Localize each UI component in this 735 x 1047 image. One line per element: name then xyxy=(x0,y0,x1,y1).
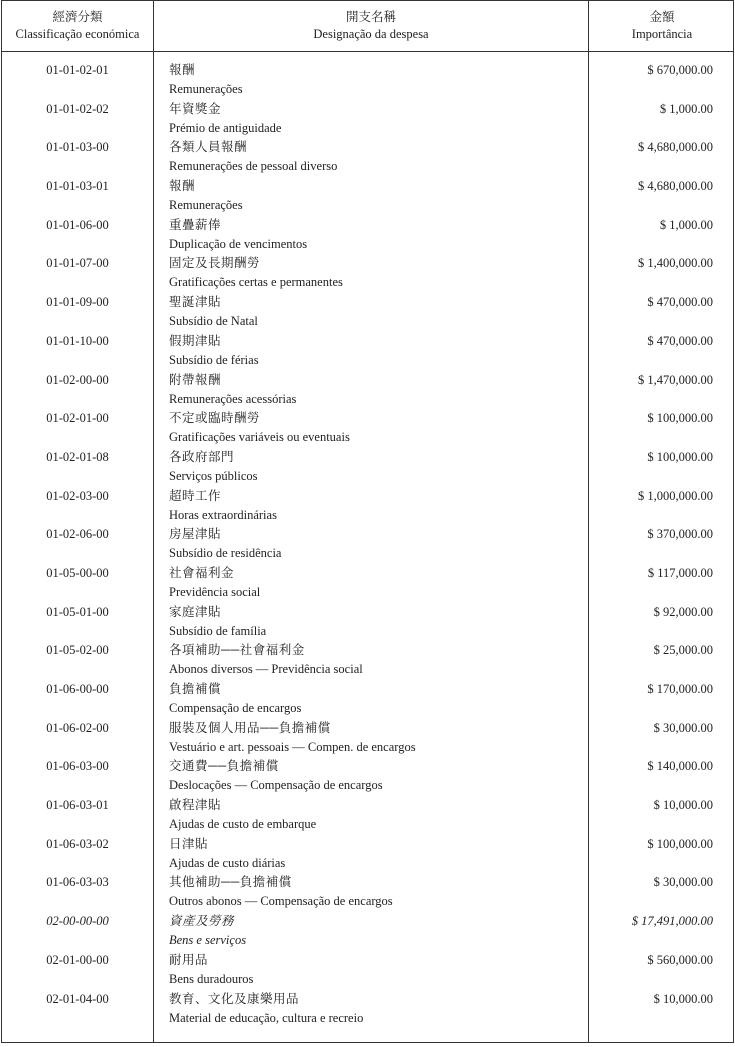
designation-pt: Abonos diversos — Previdência social xyxy=(169,662,363,677)
designation-zh: 固定及長期酬勞 xyxy=(169,256,261,271)
designation-zh: 報酬 xyxy=(169,179,196,194)
amount: $ 30,000.00 xyxy=(653,720,713,735)
header-classification xyxy=(2,9,153,43)
table-row xyxy=(2,755,733,794)
designation-zh: 交通費──負擔補償 xyxy=(169,759,279,774)
table-row xyxy=(2,98,733,137)
designation-pt: Remunerações acessórias xyxy=(169,391,297,406)
header-amount xyxy=(589,9,735,43)
classification-code: 01-05-00-00 xyxy=(46,565,109,580)
designation-pt: Horas extraordinárias xyxy=(169,507,277,522)
designation-pt: Subsídio de família xyxy=(169,623,267,638)
designation-pt: Remunerações de pessoal diverso xyxy=(169,159,338,174)
header-classification-zh: 經濟分類 xyxy=(52,10,103,24)
amount: $ 560,000.00 xyxy=(647,952,713,967)
designation-zh: 啟程津貼 xyxy=(169,798,222,813)
designation-pt: Material de educação, cultura e recreio xyxy=(169,1010,364,1025)
designation-pt: Compensação de encargos xyxy=(169,701,302,715)
amount: $ 170,000.00 xyxy=(647,682,713,696)
designation-pt: Bens e serviços xyxy=(169,933,247,948)
designation-pt: Bens duradouros xyxy=(169,971,254,986)
table-row xyxy=(2,717,733,756)
designation-pt: Subsídio de residência xyxy=(169,546,282,561)
designation-pt: Previdência social xyxy=(169,584,261,599)
designation-zh: 年資獎金 xyxy=(169,101,222,116)
table-row xyxy=(2,523,733,562)
designation-zh: 報酬 xyxy=(169,63,196,77)
amount: $ 10,000.00 xyxy=(653,798,713,813)
amount: $ 370,000.00 xyxy=(647,527,713,542)
amount: $ 100,000.00 xyxy=(647,411,713,426)
classification-code: 01-02-01-08 xyxy=(46,449,109,464)
table-row xyxy=(2,871,733,910)
amount: $ 670,000.00 xyxy=(647,63,713,77)
designation-pt: Prémio de antiguidade xyxy=(169,120,282,135)
classification-code: 01-06-03-02 xyxy=(46,836,109,851)
classification-code: 01-06-02-00 xyxy=(46,720,109,735)
designation-pt: Outros abonos — Compensação de encargos xyxy=(169,894,393,909)
amount: $ 1,470,000.00 xyxy=(638,372,713,387)
classification-code: 01-01-02-02 xyxy=(46,101,109,116)
classification-code: 01-01-10-00 xyxy=(46,333,109,348)
amount: $ 140,000.00 xyxy=(647,759,713,774)
classification-code: 01-01-06-00 xyxy=(46,217,109,232)
designation-pt: Deslocações — Compensação de encargos xyxy=(169,778,383,793)
classification-code: 01-01-03-00 xyxy=(46,140,109,155)
designation-zh: 房屋津貼 xyxy=(169,527,222,542)
amount: $ 100,000.00 xyxy=(647,836,713,851)
designation-zh: 家庭津貼 xyxy=(169,604,222,619)
amount: $ 1,000.00 xyxy=(659,101,713,116)
designation-pt: Subsídio de férias xyxy=(169,352,259,367)
table-row xyxy=(2,446,733,485)
designation-zh: 各類人員報酬 xyxy=(169,140,248,155)
classification-code: 02-00-00-00 xyxy=(46,914,109,929)
table-row xyxy=(2,485,733,524)
designation-zh: 附帶報酬 xyxy=(169,372,222,387)
designation-pt: Serviços públicos xyxy=(169,468,258,483)
amount: $ 470,000.00 xyxy=(647,295,713,310)
designation-zh: 負擔補償 xyxy=(169,682,222,696)
designation-pt: Vestuário e art. pessoais — Compen. de encargos xyxy=(169,739,416,754)
classification-code: 01-02-01-00 xyxy=(46,411,109,426)
designation-pt: Gratificações certas e permanentes xyxy=(169,275,343,290)
amount: $ 117,000.00 xyxy=(647,565,713,580)
header-divider xyxy=(2,51,733,52)
amount: $ 100,000.00 xyxy=(647,449,713,464)
classification-code: 01-06-03-00 xyxy=(46,759,109,774)
classification-code: 01-02-03-00 xyxy=(46,488,109,503)
amount: $ 4,680,000.00 xyxy=(638,179,713,194)
classification-code: 01-06-03-01 xyxy=(46,798,109,813)
table-body xyxy=(2,59,733,1026)
designation-zh: 耐用品 xyxy=(169,952,209,967)
amount: $ 25,000.00 xyxy=(653,643,713,658)
designation-pt: Remunerações xyxy=(169,198,243,213)
classification-code: 02-01-00-00 xyxy=(46,952,109,967)
table-row xyxy=(2,833,733,872)
designation-zh: 教育、文化及康樂用品 xyxy=(169,991,300,1006)
designation-pt: Ajudas de custo diárias xyxy=(169,855,286,870)
table-row xyxy=(2,369,733,408)
table-row xyxy=(2,794,733,833)
budget-table xyxy=(1,0,734,1043)
table-row xyxy=(2,678,733,717)
table-row xyxy=(2,291,733,330)
amount: $ 30,000.00 xyxy=(653,875,713,890)
table-row xyxy=(2,910,733,949)
header-designation-pt: Designação da despesa xyxy=(313,27,429,41)
classification-code: 01-01-09-00 xyxy=(46,295,109,310)
classification-code: 01-01-02-01 xyxy=(46,63,109,77)
table-row xyxy=(2,175,733,214)
designation-zh: 資產及勞務 xyxy=(169,914,235,929)
table-row xyxy=(2,330,733,369)
classification-code: 01-05-01-00 xyxy=(46,604,109,619)
designation-zh: 不定或臨時酬勞 xyxy=(169,411,261,426)
designation-zh: 假期津貼 xyxy=(169,333,222,348)
amount: $ 1,400,000.00 xyxy=(638,256,713,271)
designation-zh: 聖誕津貼 xyxy=(169,295,222,310)
table-row xyxy=(2,136,733,175)
designation-zh: 服裝及個人用品──負擔補償 xyxy=(169,720,331,735)
designation-pt: Ajudas de custo de embarque xyxy=(169,817,317,832)
amount: $ 4,680,000.00 xyxy=(638,140,713,155)
amount: $ 1,000.00 xyxy=(659,217,713,232)
designation-pt: Subsídio de Natal xyxy=(169,314,258,329)
header-designation-zh: 開支名稱 xyxy=(345,10,396,24)
table-row xyxy=(2,562,733,601)
table-row xyxy=(2,988,733,1027)
table-row xyxy=(2,407,733,446)
classification-code: 01-02-00-00 xyxy=(46,372,109,387)
amount: $ 17,491,000.00 xyxy=(631,914,713,929)
table-row xyxy=(2,601,733,640)
designation-pt: Remunerações xyxy=(169,82,243,96)
classification-code: 01-06-00-00 xyxy=(46,682,109,696)
designation-zh: 各項補助──社會福利金 xyxy=(169,643,305,658)
amount: $ 1,000,000.00 xyxy=(638,488,713,503)
header-classification-pt: Classificação económica xyxy=(15,27,140,41)
amount: $ 470,000.00 xyxy=(647,333,713,348)
table-row xyxy=(2,639,733,678)
designation-zh: 超時工作 xyxy=(169,488,222,503)
header-amount-zh: 金額 xyxy=(649,10,675,24)
classification-code: 01-01-03-01 xyxy=(46,179,109,194)
designation-zh: 日津貼 xyxy=(169,836,209,851)
designation-zh: 社會福利金 xyxy=(169,565,235,580)
designation-zh: 其他補助──負擔補償 xyxy=(169,875,292,890)
table-row xyxy=(2,949,733,988)
table-row xyxy=(2,252,733,291)
amount: $ 10,000.00 xyxy=(653,991,713,1006)
classification-code: 02-01-04-00 xyxy=(46,991,109,1006)
amount: $ 92,000.00 xyxy=(653,604,713,619)
designation-zh: 重疊薪俸 xyxy=(169,217,222,232)
header-amount-pt: Importância xyxy=(631,27,693,41)
classification-code: 01-05-02-00 xyxy=(46,643,109,658)
classification-code: 01-06-03-03 xyxy=(46,875,109,890)
table-row xyxy=(2,59,733,98)
header-designation xyxy=(154,9,588,43)
designation-pt: Gratificações variáveis ou eventuais xyxy=(169,430,350,445)
table-row xyxy=(2,214,733,253)
classification-code: 01-02-06-00 xyxy=(46,527,109,542)
designation-zh: 各政府部門 xyxy=(169,449,235,464)
designation-pt: Duplicação de vencimentos xyxy=(169,236,308,251)
classification-code: 01-01-07-00 xyxy=(46,256,109,271)
